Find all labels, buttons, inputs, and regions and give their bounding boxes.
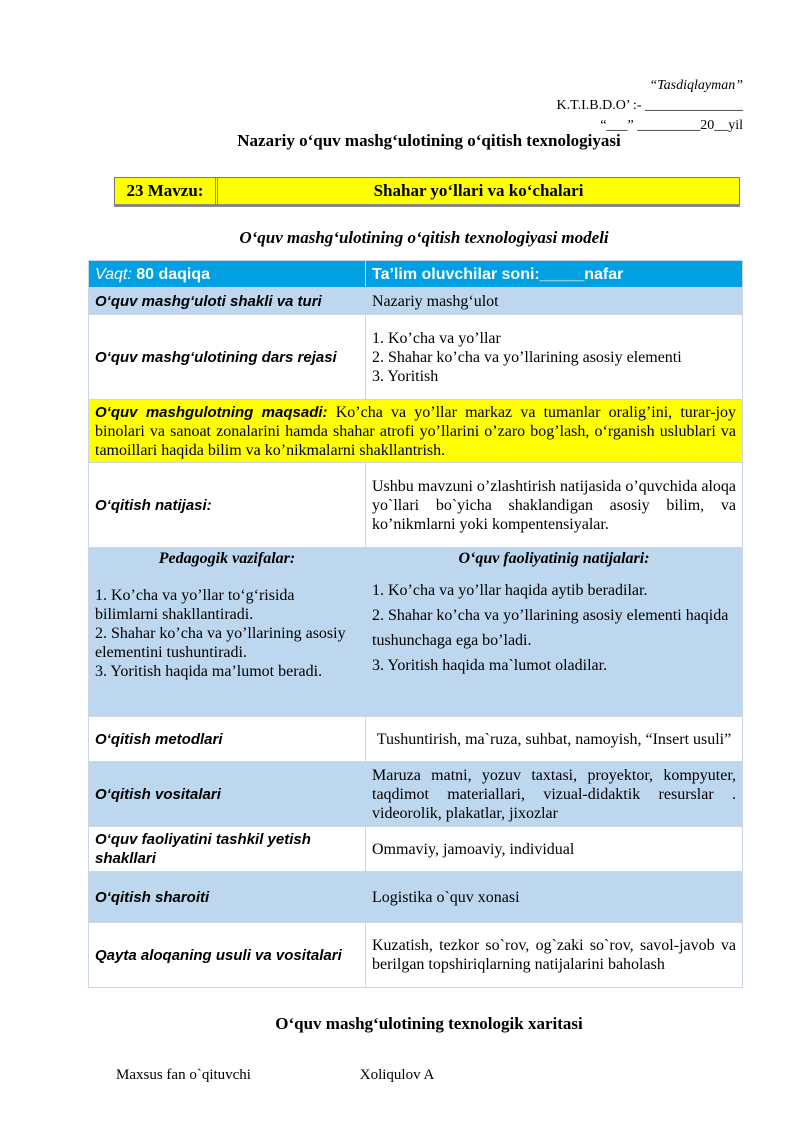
learning-results-cell (366, 548, 743, 717)
document-title: Nazariy o‘quv mashg‘ulotining o‘qitish texnologiyasi (237, 131, 621, 150)
table-row-pedagogy (89, 548, 743, 717)
table-row-conditions (89, 872, 743, 923)
plan-label: O‘quv mashg‘ulotining dars rejasi (89, 315, 366, 400)
tools-label: O‘qitish vositalari (89, 762, 366, 827)
organization-label: O‘quv faoliyatini tashkil yetish shakllari (89, 827, 366, 872)
table-row-time (89, 261, 743, 288)
conditions-value: Logistika o`quv xonasi (366, 872, 743, 923)
model-title: O‘quv mashg‘ulotining o‘qitish texnologiyasi modeli (239, 228, 609, 247)
approval-title: “Tasdiqlayman” (649, 78, 743, 93)
learning-results-heading: O‘quv faoliyatinig natijalari: (458, 550, 650, 567)
table-row-organization (89, 827, 743, 872)
pedagogic-task-3: 3. Yoritish haqida ma’lumot beradi. (95, 663, 323, 680)
model-table (88, 260, 743, 988)
learning-result-2: 2. Shahar ko’cha va yo’llarining asosiy elementi haqida tushunchaga ega bo’ladi. (372, 607, 729, 649)
footer-name: Xoliqulov A (359, 1067, 435, 1083)
tools-value: Maruza matni, yozuv taxtasi, proyektor, kompyuter, taqdimot materiallari, vizual-didaktik resurslar . videorolik, plakatlar, jixozlar (366, 762, 743, 827)
table-row-feedback (89, 923, 743, 988)
table-row-result (89, 463, 743, 548)
students-cell: Ta’lim oluvchilar soni:_____nafar (366, 261, 743, 288)
goal-text: Ko’cha va yo’llar markaz va tumanlar oralig’ini, turar-joy binolari va sanoat zonalarini hamda shahar atrofi yo’llarini o’zaro bog’lash, o‘rganish uslublari va tamoillari haqida bilim va ko’nikmalarni shakllantrish. (95, 403, 737, 459)
plan-item-3: 3. Yoritish (372, 367, 439, 385)
methods-label: O‘qitish metodlari (89, 717, 366, 762)
topic-name: Shahar yo‘llari va ko‘chalari (373, 181, 584, 200)
footer (116, 1067, 434, 1084)
time-cell (89, 261, 366, 288)
topic-box (114, 177, 740, 207)
feedback-label: Qayta aloqaning usuli va vositalari (89, 923, 366, 988)
approval-date-line: “___” _________20__yil (600, 118, 743, 133)
footer-role: Maxsus fan o`qituvchi (116, 1067, 251, 1083)
plan-item-1: 1. Ko’cha va yo’llar (372, 329, 501, 347)
plan-cell (366, 315, 743, 400)
table-row-goal (89, 400, 743, 463)
form-label: O‘quv mashg‘uloti shakli va turi (89, 288, 366, 315)
table-row-tools (89, 762, 743, 827)
methods-value: Tushuntirish, ma`ruza, suhbat, namoyish, “Insert usuli” (366, 717, 743, 762)
learning-result-1: 1. Ko’cha va yo’llar haqida aytib beradilar. (372, 582, 648, 599)
approval-org-line: K.T.I.B.D.O’ :- ______________ (556, 98, 743, 113)
feedback-value: Kuzatish, tezkor so`rov, og`zaki so`rov, savol-javob va berilgan topshiriqlarning natijalarini baholash (366, 923, 743, 988)
goal-label: O‘quv mashgulotning maqsadi: (95, 403, 328, 421)
result-label: O‘qitish natijasi: (89, 463, 366, 548)
approval-block (556, 76, 743, 136)
conditions-label: O‘qitish sharoiti (89, 872, 366, 923)
pedagogic-task-2: 2. Shahar ko’cha va yo’llarining asosiy elementini tushuntiradi. (95, 625, 346, 661)
time-value: 80 daqiqa (136, 265, 211, 283)
plan-item-2: 2. Shahar ko’cha va yo’llarining asosiy elementi (372, 348, 682, 366)
table-row-methods (89, 717, 743, 762)
goal-cell (89, 400, 743, 463)
organization-value: Ommaviy, jamoaviy, individual (366, 827, 743, 872)
form-value: Nazariy mashg‘ulot (366, 288, 743, 315)
topic-number: 23 Mavzu: (115, 178, 218, 204)
learning-result-3: 3. Yoritish haqida ma`lumot oladilar. (372, 657, 608, 674)
pedagogic-task-1: 1. Ko’cha va yo’llar to‘g‘risida bilimlarni shakllantiradi. (95, 587, 295, 623)
time-label: Vaqt: (95, 265, 132, 283)
table-row-plan (89, 315, 743, 400)
pedagogic-tasks-heading: Pedagogik vazifalar: (158, 550, 296, 567)
techmap-title: O‘quv mashg‘ulotining texnologik xaritasi (275, 1014, 583, 1033)
table-row-form (89, 288, 743, 315)
pedagogic-tasks-cell (89, 548, 366, 717)
result-text: Ushbu mavzuni o’zlashtirish natijasida o’quvchida aloqa yo`llari bo`yicha shaklandigan asosiy bilim, va ko’nikmlarni yoki kompentensiyalar. (366, 463, 743, 548)
